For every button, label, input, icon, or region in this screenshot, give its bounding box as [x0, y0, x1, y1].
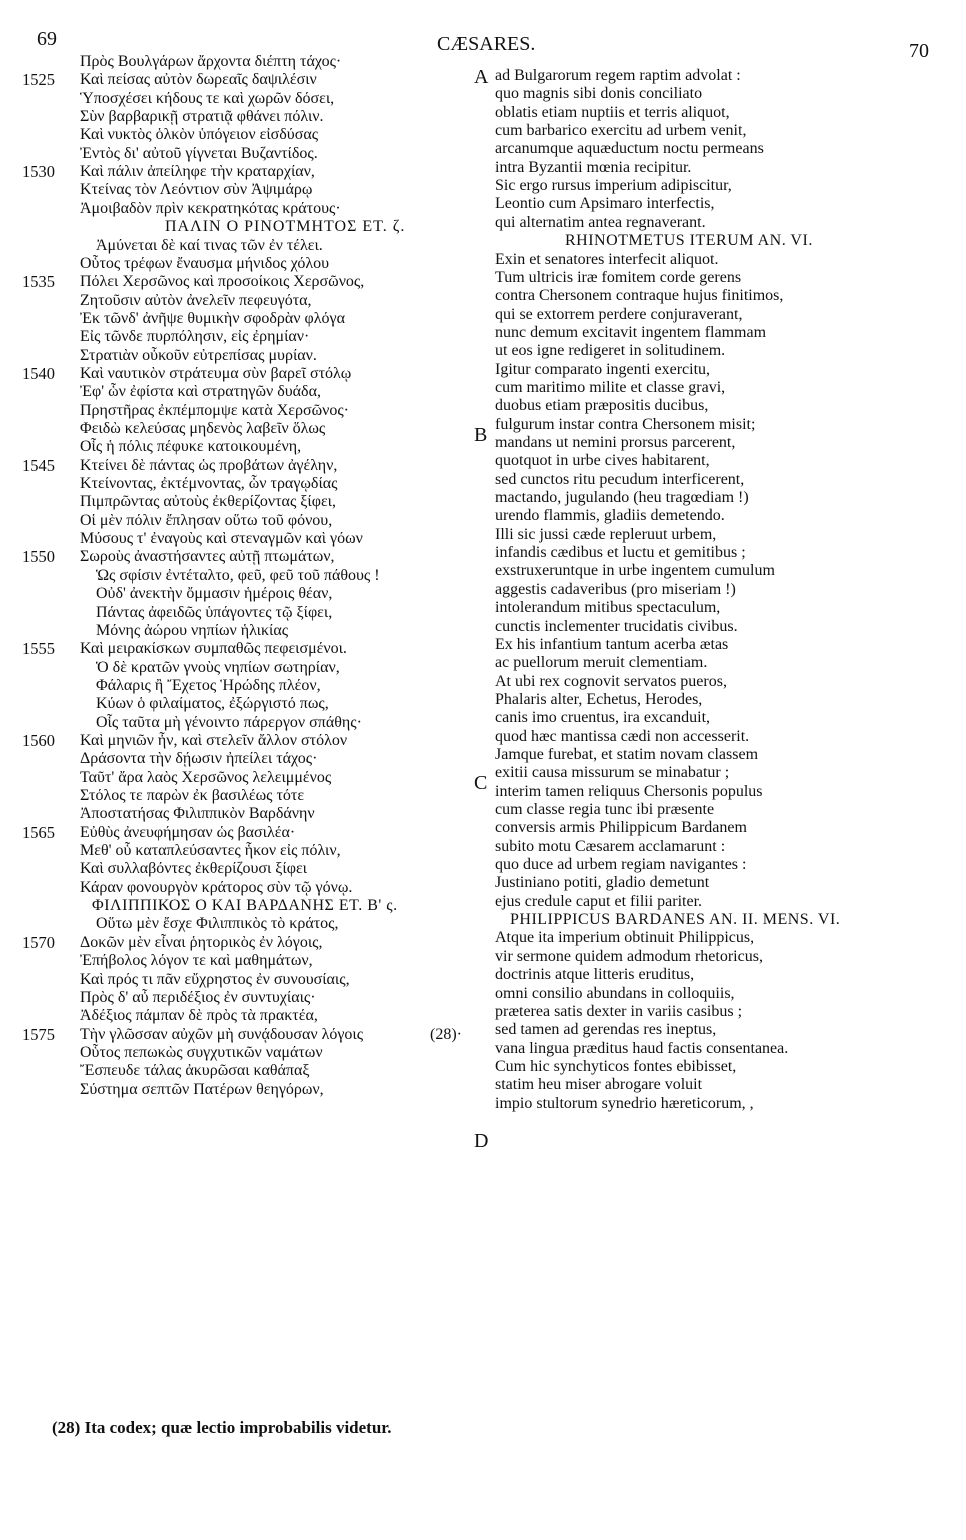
latin-translation-line: ad Bulgarorum regem raptim advolat : [495, 67, 741, 84]
greek-verse-text: Φειδὼ κελεύσας μηδενὸς λαβεῖν ὅλως [80, 420, 326, 437]
greek-verse-text: Πρὸς Βουλγάρων ἄρχοντα διέπτη τάχος· [80, 53, 342, 70]
greek-verse-text: Σὺν βαρβαρικῇ στρατιᾷ φθάνει πόλιν. [80, 108, 324, 126]
latin-translation-line: mactando, jugulando (heu tragœdiam !) [495, 489, 749, 507]
latin-translation-line: vir sermone quidem admodum rhetoricus, [495, 947, 763, 965]
greek-verse-text: Κτείνοντας, ἐκτέμνοντας, ὧν τραγῳδίας [80, 475, 338, 493]
greek-verse-text: Σωροὺς ἀναστήσαντες αὐτῇ πτωμάτων, [80, 548, 335, 566]
greek-verse-text: Ἀμύνεται δὲ καί τινας τῶν ἐν τέλει. [96, 236, 323, 254]
latin-translation-line: oblatis etiam nuptiis et terris aliquot, [495, 103, 730, 121]
greek-verse-text: Οἷς ἡ πόλις πέφυκε κατοικουμένη, [80, 438, 302, 456]
greek-verse-text: Καὶ μηνιῶν ἦν, καὶ στελεῖν ἄλλον στόλον [80, 731, 348, 749]
latin-translation-line: Sic ergo rursus imperium adipiscitur, [495, 177, 732, 195]
latin-translation-line: aggestis cadaveribus (pro miseriam !) [495, 580, 736, 598]
line-number: 1545 [22, 455, 55, 475]
greek-verse-text: Ἀμοιβαδὸν πρὶν κεκρατηκότας κράτους· [80, 199, 341, 217]
greek-verse-text: Πόλει Χερσῶνος καὶ προσοίκοις Χερσῶνος, [80, 273, 365, 291]
margin-marker-d: D [474, 1130, 489, 1152]
greek-verse-text: Στρατιὰν οὖκοῦν εὐτρεπίσας μυρίαν. [80, 346, 317, 364]
latin-translation-line: mandans ut nemini prorsus parcerent, [495, 434, 736, 451]
greek-verse-text: ΦΙΛΙΠΠΙΚΟΣ Ο ΚΑΙ ΒΑΡΔΑΝΗΣ ΕΤ. Β' ς. [92, 897, 398, 915]
greek-verse-text: Ἀδέξιος πάμπαν δὲ πρὸς τὰ πρακτέα, [80, 1007, 318, 1025]
line-number: 1560 [22, 730, 55, 750]
latin-translation-line: conversis armis Philippicum Bardanem [495, 819, 747, 837]
greek-verse-text: Ζητοῦσιν αὐτὸν ἀνελεῖν πεφευγότα, [80, 291, 312, 309]
greek-verse-text: Κάραν φονουργὸν κράτορος σὺν τῷ γόνῳ. [80, 878, 353, 896]
line-number: 1555 [22, 639, 55, 659]
greek-verse-text: Ταῦτ' ἄρα λαὸς Χερσῶνος λελειμμένος [80, 768, 332, 786]
latin-translation-line: quo duce ad urbem regiam navigantes : [495, 856, 747, 874]
greek-verse-text: Ἐπήβολος λόγον τε καὶ μαθημάτων, [80, 952, 313, 970]
greek-verse-text: Καὶ πρός τι πᾶν εὔχρηστος ἐν συνουσίαις, [80, 970, 350, 988]
latin-translation-line: At ubi rex cognovit servatos pueros, [495, 672, 727, 690]
greek-verse-text: Οὗτος τρέφων ἔναυσμα μήνιδος χόλου [80, 254, 330, 272]
footnote: (28) Ita codex; quæ lectio improbabilis videtur. [52, 1418, 392, 1437]
latin-translation-line: statim heu miser abrogare voluit [495, 1076, 703, 1094]
latin-translation-line: Leontio cum Apsimaro interfectis, [495, 195, 715, 213]
latin-translation-line: interim tamen reliquus Chersonis populus [495, 782, 763, 800]
latin-translation-line: sed tamen ad gerendas res ineptus, [495, 1021, 717, 1039]
greek-verse-text: Πάντας ἀφειδῶς ὑπάγοντες τῷ ξίφει, [96, 603, 333, 621]
latin-translation-line: Illi sic jussi cæde repleruut urbem, [495, 525, 717, 543]
latin-translation-line: exitii causa missurum se minabatur ; [495, 764, 730, 782]
greek-verse-text: Στόλος τε παρὼν ἐκ βασιλέως τότε [80, 787, 305, 804]
latin-translation-line: Justiniano potiti, gladio demetunt [495, 874, 710, 892]
latin-translation-line: canis imo cruentus, ira excanduit, [495, 709, 711, 727]
line-number: 1535 [22, 272, 55, 292]
greek-verse-text: Ἐντὸς δι' αὐτοῦ γίγνεται Βυζαντίδος. [80, 144, 318, 162]
greek-verse-text: Πρὸς δ' αὖ περιδέξιος ἐν συντυχίαις· [80, 988, 316, 1006]
latin-translation-line: RHINOTMETUS ITERUM AN. VI. [565, 232, 813, 250]
greek-verse-text: Οἱ μὲν πόλιν ἔπλησαν οὕτω τοῦ φόνου, [80, 511, 333, 529]
margin-marker-a: A [474, 66, 489, 88]
latin-translation-line: doctrinis atque litteris eruditus, [495, 966, 695, 984]
line-number: 1525 [22, 70, 55, 90]
latin-translation-line: cum maritimo milite et classe gravi, [495, 378, 726, 396]
latin-translation-line: nunc demum excitavit ingentem flammam [495, 323, 767, 341]
latin-translation-line: impio stultorum synedrio hæreticorum, , [495, 1094, 754, 1112]
latin-translation-line: fulgurum instar contra Chersonem misit; [495, 415, 756, 433]
greek-verse-text: Δράσοντα τὴν δῄωσιν ἠπείλει τάχος· [80, 750, 318, 768]
greek-verse-text: Ἔσπευδε τάλας ἀκυρῶσαι καθάπαξ [80, 1062, 310, 1080]
latin-translation-line: Cum hic synchyticos fontes ebibisset, [495, 1057, 737, 1075]
margin-marker-c: C [474, 772, 488, 794]
latin-translation-line: ac puellorum meruit clementiam. [495, 654, 708, 672]
greek-verse-text: Μόνης ἀώρου νηπίων ἡλικίας [96, 621, 289, 639]
line-number: 1575 [22, 1024, 55, 1044]
greek-verse-text: Ὡς σφίσιν ἐντέταλτο, φεῦ, φεῦ τοῦ πάθους ! [96, 566, 380, 584]
latin-translation-line: exstruxeruntque in urbe ingentem cumulum [495, 562, 775, 580]
latin-translation-line: ut eos igne redigeret in solitudinem. [495, 342, 726, 360]
latin-translation-line: Igitur comparato ingenti exercitu, [495, 360, 711, 378]
line-number: 1565 [22, 822, 55, 842]
latin-translation-line: intolerandum mitibus spectaculum, [495, 599, 721, 617]
greek-verse-text: Σύστημα σεπτῶν Πατέρων θεηγόρων, [80, 1080, 324, 1098]
greek-verse-text: Καὶ πείσας αὐτὸν δωρεαῖς δαψιλέσιν [80, 71, 317, 89]
latin-translation-line: Atque ita imperium obtinuit Philippicus, [495, 929, 755, 947]
greek-verse-text: Καὶ πάλιν ἀπείληφε τὴν κραταρχίαν, [80, 163, 315, 181]
latin-translation-line: duobus etiam præpositis ducibus, [495, 397, 709, 415]
greek-verse-text: Οὐδ' ἀνεκτὴν ὄμμασιν ἡμέροις θέαν, [96, 585, 333, 603]
greek-verse-text: Πιμπρῶντας αὐτοὺς ἐκθερίζοντας ξίφει, [80, 493, 336, 511]
latin-translation-line: intra Byzantii mœnia recipitur. [495, 158, 692, 176]
latin-translation-line: vana lingua præditus haud factis consentanea. [495, 1039, 789, 1057]
greek-verse-text: Ἐκ τῶνδ' ἀνῆψε θυμικὴν σφοδρὰν φλόγα [80, 309, 345, 327]
latin-translation-line: omni consilio abundans in colloquiis, [495, 984, 735, 1002]
latin-translation-line: arcanumque aquæductum noctu permeans [495, 140, 764, 158]
greek-verse-text: Εἰς τῶνδε πυρπόλησιν, εἰς ἐρημίαν· [80, 328, 310, 346]
greek-verse-text: Κτείνει δὲ πάντας ὡς προβάτων ἀγέλην, [80, 456, 338, 474]
greek-verse-text: Καὶ νυκτὸς ὁλκὸν ὑπόγειον εἰσδύσας [80, 126, 319, 144]
line-number: 1570 [22, 932, 55, 952]
latin-translation-line: Tum ultricis iræ fomitem corde gerens [495, 268, 742, 286]
greek-verse-text: Οὕτω μὲν ἔσχε Φιλιππικὸς τὸ κράτος, [96, 915, 339, 933]
latin-translation-line: subito motu Cæsarem acclamarunt : [495, 837, 726, 855]
latin-translation-line: cum barbarico exercitu ad urbem venit, [495, 122, 747, 140]
latin-translation-line: contra Chersonem contraque hujus finitimos, [495, 287, 784, 305]
latin-translation-line: urendo flammis, gladiis demetendo. [495, 507, 725, 525]
greek-verse-text: Ἐφ' ὧν ἐφίστα καὶ στρατηγῶν δυάδα, [80, 383, 321, 401]
greek-verse-text: Κτείνας τὸν Λεόντιον σὺν Ἀψιμάρῳ [80, 181, 313, 199]
latin-translation-line: Ex his infantium tantum acerba ætas [495, 635, 729, 653]
greek-verse-text: Ὁ δὲ κρατῶν γνοὺς νηπίων σωτηρίαν, [96, 658, 340, 676]
latin-translation-line: cum classe regia tunc ibi præsente [495, 801, 715, 818]
latin-translation-line: qui alternatim antea regnaverant. [495, 213, 706, 231]
greek-verse-text: Οὗτος πεπωκὼς συγχυτικῶν ναμάτων [80, 1043, 323, 1061]
latin-translation-line: cunctis inclementer trucidatis civibus. [495, 617, 738, 635]
greek-verse-text: Δοκῶν μὲν εἶναι ῥητορικὸς ἐν λόγοις, [80, 933, 323, 951]
greek-verse-text: Εὐθὺς ἀνευφήμησαν ὡς βασιλέα· [80, 823, 296, 841]
greek-verse-text: Φάλαρις ἢ Ἔχετος Ἡρώδης πλέον, [96, 676, 321, 694]
latin-translation-line: Phalaris alter, Echetus, Herodes, [495, 690, 703, 708]
greek-verse-text: Οἷς ταῦτα μὴ γένοιντο πάρεργον σπάθης· [96, 713, 362, 731]
latin-translation-line: ejus credule caput et filii pariter. [495, 892, 703, 910]
latin-translation-line: PHILIPPICUS BARDANES AN. II. MENS. VI. [510, 911, 841, 929]
latin-translation-line: Exin et senatores interfecit aliquot. [495, 250, 719, 268]
line-number: 1530 [22, 162, 55, 182]
latin-translation-line: qui se extorrem perdere conjuraverant, [495, 305, 743, 323]
greek-verse-text: Ἀποστατήσας Φιλιππικὸν Βαρδάνην [80, 805, 315, 823]
latin-translation-line: præterea satis dexter in variis casibus ; [495, 1002, 743, 1020]
latin-translation-line: quo magnis sibi donis conciliato [495, 85, 703, 103]
latin-translation-line: quotquot in urbe cives habitarent, [495, 452, 710, 470]
latin-translation-line: infandis cædibus et luctu et gemitibus ; [495, 544, 746, 562]
greek-verse-text: Τὴν γλῶσσαν αὐχῶν μὴ συνᾴδουσαν λόγοις [80, 1025, 364, 1043]
greek-verse-text: Καὶ μειρακίσκων συμπαθῶς πεφεισμένοι. [80, 640, 347, 658]
greek-verse-text: Καὶ ναυτικὸν στράτευμα σὺν βαρεῖ στόλῳ [80, 364, 352, 382]
latin-translation-line: quod hæc mantissa cædi non accesserit. [495, 727, 750, 745]
greek-verse-text: Ὑποσχέσει κήδους τε καὶ χωρῶν δόσει, [80, 89, 335, 107]
running-title: CÆSARES. [437, 33, 536, 55]
page-number-right: 70 [909, 40, 929, 62]
greek-verse-text: ΠΑΛΙΝ Ο ΡΙΝΟΤΜΗΤΟΣ ΕΤ. ζ. [165, 218, 406, 236]
greek-verse-text: Κύων ὁ φιλαίματος, ἐξώργιστό πως, [96, 695, 329, 713]
latin-translation-line: Jamque furebat, et statim novam classem [495, 745, 759, 763]
greek-verse-text: Μύσους τ' ἐναγοὺς καὶ στεναγμῶν καὶ γόων [80, 530, 363, 548]
line-number: 1550 [22, 547, 55, 567]
line-number: 1540 [22, 363, 55, 383]
page-number-left: 69 [37, 28, 57, 50]
greek-verse-text: Μεθ' οὗ καταπλεύσαντες ἧκον εἰς πόλιν, [80, 842, 341, 860]
greek-verse-text: Καὶ συλλαβόντες ἐκθερίζουσι ξίφει [80, 860, 307, 878]
margin-marker-b: B [474, 424, 488, 446]
latin-translation-line: sed cunctos ritu pecudum interficerent, [495, 470, 745, 488]
footnote-reference: (28)· [430, 1025, 462, 1043]
greek-verse-text: Πρηστῆρας ἐκπέμπομψε κατὰ Χερσῶνος· [80, 401, 350, 419]
